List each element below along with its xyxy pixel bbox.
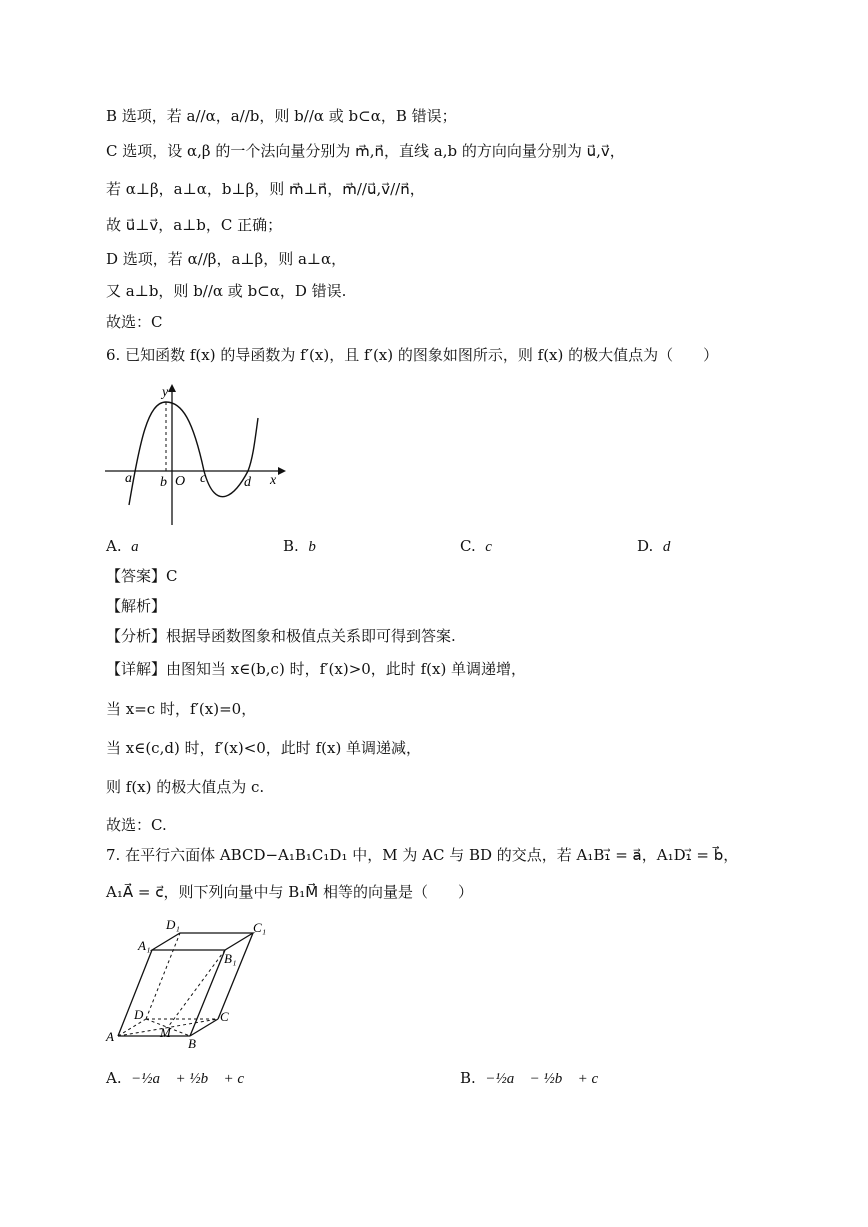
vertex-b1-label: B₁ bbox=[224, 951, 237, 966]
q7-option-a: A. −½a⃗ + ½b⃗ + c⃗ bbox=[106, 1069, 256, 1087]
answer-q6: 故选：C. bbox=[106, 816, 167, 834]
text-line-c-option: C 选项，设 α,β 的一个法向量分别为 m⃗,n⃗，直线 a,b 的方向向量分别为 u⃗,v⃗， bbox=[106, 142, 625, 160]
point-a-label: a bbox=[125, 471, 132, 486]
detail-step-1: 【详解】由图知当 x∈(b,c) 时，f′(x)>0，此时 f(x) 单调递增， bbox=[106, 660, 527, 678]
detail-step-4: 则 f(x) 的极大值点为 c. bbox=[106, 778, 265, 796]
q6-option-a: A. a bbox=[106, 537, 139, 555]
detail-step-2: 当 x=c 时，f′(x)=0， bbox=[106, 700, 257, 718]
q6-derivative-graph bbox=[100, 380, 290, 530]
vertex-d1-label: D₁ bbox=[166, 917, 180, 932]
vertex-a1-label: A₁ bbox=[138, 938, 151, 953]
point-b-label: b bbox=[160, 475, 167, 490]
vertex-c-label: C bbox=[220, 1009, 229, 1024]
q7-option-b: B. −½a⃗ − ½b⃗ + c⃗ bbox=[460, 1069, 610, 1087]
vertex-c1-label: C₁ bbox=[253, 920, 267, 935]
text-line-c-conclusion: 故 u⃗⊥v⃗，a⊥b，C 正确； bbox=[106, 216, 283, 234]
answer-q5: 故选：C bbox=[106, 313, 163, 331]
point-c-label: c bbox=[200, 471, 207, 486]
question-7-line-1: 7. 在平行六面体 ABCD−A₁B₁C₁D₁ 中，M 为 AC 与 BD 的交点，若 A₁B₁⃗ = a⃗，A₁D₁⃗ = b⃗， bbox=[106, 846, 739, 864]
q6-option-d: D. d bbox=[637, 537, 671, 555]
text-line-b-option: B 选项，若 a//α，a//b，则 b//α 或 b⊂α，B 错误； bbox=[106, 107, 457, 125]
point-m-label: M bbox=[160, 1025, 171, 1040]
analysis-heading: 【解析】 bbox=[106, 597, 167, 615]
question-6: 6. 已知函数 f(x) 的导函数为 f′(x)，且 f′(x) 的图象如图所示，则 f(x) 的极大值点为（ ） bbox=[106, 346, 719, 364]
detail-step-3: 当 x∈(c,d) 时，f′(x)<0，此时 f(x) 单调递减， bbox=[106, 739, 422, 757]
text-line-d-conclusion: 又 a⊥b，则 b//α 或 b⊂α，D 错误. bbox=[106, 282, 347, 300]
point-d-label: d bbox=[244, 475, 251, 490]
text-line-d-option: D 选项，若 α//β，a⊥β，则 a⊥α， bbox=[106, 250, 347, 268]
vertex-d-label: D bbox=[134, 1007, 144, 1022]
vertex-b-label: B bbox=[188, 1036, 196, 1050]
vertex-a-label: A bbox=[106, 1029, 114, 1044]
q7-parallelepiped-figure bbox=[100, 915, 280, 1050]
q6-option-b: B. b bbox=[283, 537, 316, 555]
y-axis-label: y bbox=[162, 385, 169, 400]
answer-label: 【答案】C bbox=[106, 567, 178, 585]
origin-label: O bbox=[175, 474, 186, 489]
q6-option-c: C. c bbox=[460, 537, 492, 555]
text-line-c-condition: 若 α⊥β，a⊥α，b⊥β，则 m⃗⊥n⃗，m⃗//u⃗,v⃗//n⃗， bbox=[106, 180, 425, 198]
question-7-line-2: A₁A⃗ = c⃗，则下列向量中与 B₁M⃗ 相等的向量是（ ） bbox=[106, 883, 473, 901]
x-axis-label: x bbox=[270, 473, 277, 488]
analysis-summary: 【分析】根据导函数图象和极值点关系即可得到答案. bbox=[106, 627, 456, 645]
